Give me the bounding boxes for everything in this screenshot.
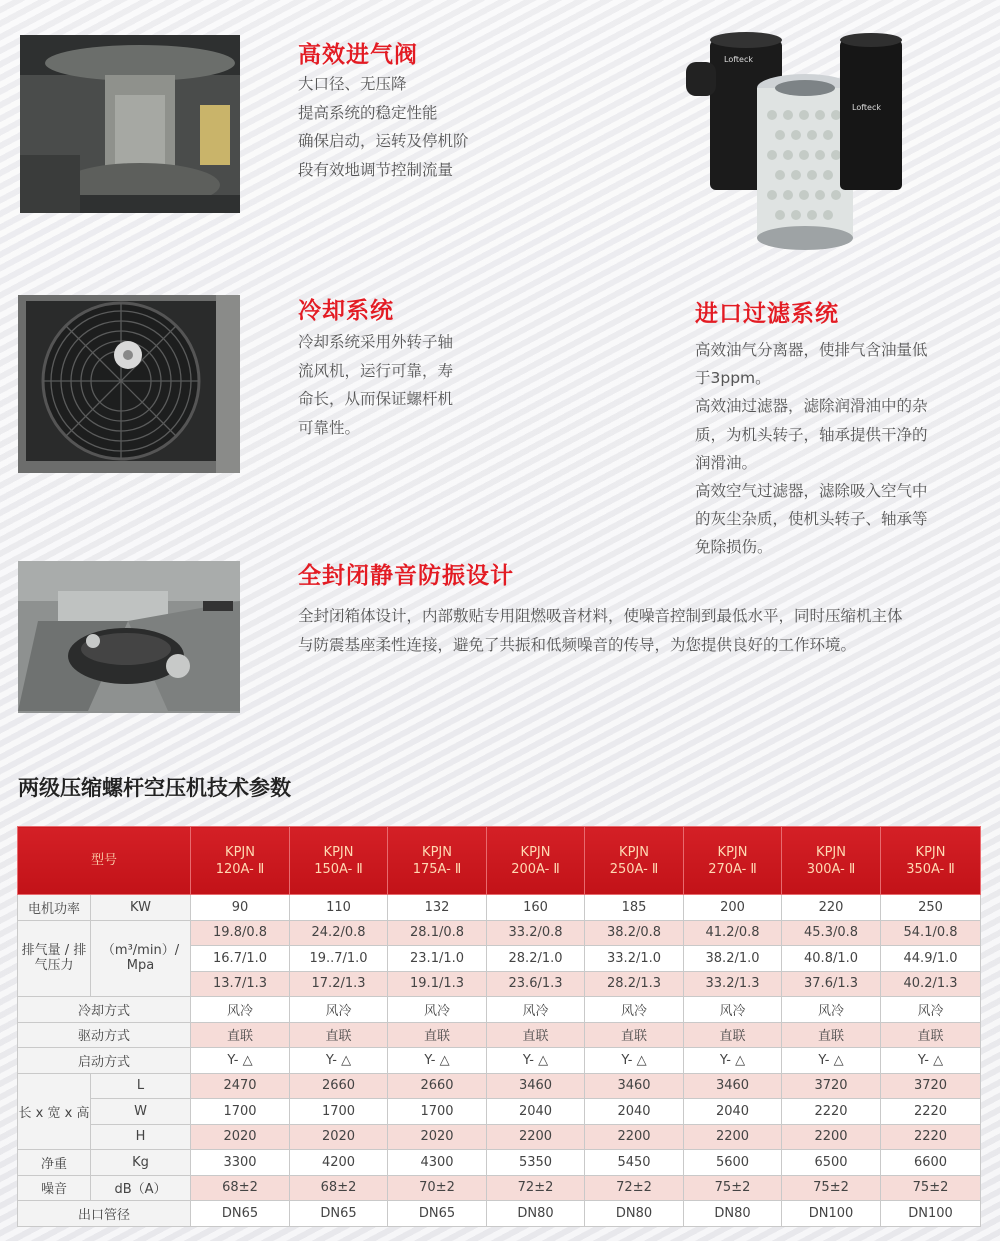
table-cell: 2660 <box>290 1073 388 1099</box>
text-line: 高效油过滤器，滤除润滑油中的杂 <box>695 397 928 416</box>
table-cell: 直联 <box>782 1022 881 1048</box>
model-code: 270A- Ⅱ <box>708 861 757 877</box>
table-cell: 直联 <box>487 1022 585 1048</box>
text-line: 全封闭箱体设计，内部敷贴专用阻燃吸音材料，使噪音控制到最低水平，同时压缩机主体 <box>298 607 903 625</box>
table-cell: DN80 <box>684 1201 782 1227</box>
model-series: KPJN <box>619 844 649 860</box>
row-label: 长 x 宽 x 高 <box>18 1073 91 1150</box>
model-header-cell <box>684 827 782 895</box>
table-cell: 2040 <box>487 1099 585 1125</box>
oil-filter-brand-label: Lofteck <box>852 103 881 112</box>
row-label: 排气量 / 排气压力 <box>18 920 91 997</box>
row-label: 电机功率 <box>18 895 91 921</box>
table-cell: 3720 <box>782 1073 881 1099</box>
model-code: 250A- Ⅱ <box>609 861 659 877</box>
table-cell: 28.1/0.8 <box>388 920 487 946</box>
table-cell: 风冷 <box>585 997 684 1023</box>
table-cell: 2040 <box>585 1099 684 1125</box>
cooling-system-text <box>298 328 453 442</box>
table-cell: 直联 <box>684 1022 782 1048</box>
table-cell: 68±2 <box>290 1175 388 1201</box>
table-cell: 风冷 <box>684 997 782 1023</box>
table-cell: 5450 <box>585 1150 684 1176</box>
model-code: 200A- Ⅱ <box>511 861 560 877</box>
table-cell: 17.2/1.3 <box>290 971 388 997</box>
table-cell: 44.9/1.0 <box>881 946 981 972</box>
table-cell: Y- △ <box>881 1048 981 1074</box>
table-cell: 直联 <box>290 1022 388 1048</box>
table-cell: 5350 <box>487 1150 585 1176</box>
model-header-cell <box>782 827 881 895</box>
intake-filter-title: 进口过滤系统 <box>695 301 839 327</box>
table-cell: 4300 <box>388 1150 487 1176</box>
table-cell: 220 <box>782 895 881 921</box>
model-series: KPJN <box>717 844 748 860</box>
table-cell: 风冷 <box>782 997 881 1023</box>
table-cell: 2660 <box>388 1073 487 1099</box>
row-label: 出口管径 <box>18 1201 191 1227</box>
table-cell: DN100 <box>881 1201 981 1227</box>
table-cell: 2040 <box>684 1099 782 1125</box>
silent-design-title: 全封闭静音防振设计 <box>298 563 514 589</box>
table-cell: 41.2/0.8 <box>684 920 782 946</box>
table-cell: DN65 <box>290 1201 388 1227</box>
table-cell: 6600 <box>881 1150 981 1176</box>
cooling-fan-photo <box>18 295 240 473</box>
table-cell: 1700 <box>191 1099 290 1125</box>
table-row-width <box>18 1099 981 1125</box>
text-line: 高效空气过滤器，滤除吸入空气中 <box>695 482 928 501</box>
table-cell: 风冷 <box>487 997 585 1023</box>
table-row-height <box>18 1124 981 1150</box>
table-cell: 54.1/0.8 <box>881 920 981 946</box>
table-cell: 2020 <box>290 1124 388 1150</box>
table-cell: 24.2/0.8 <box>290 920 388 946</box>
table-cell: 16.7/1.0 <box>191 946 290 972</box>
table-cell: 13.7/1.3 <box>191 971 290 997</box>
table-cell: 2200 <box>585 1124 684 1150</box>
table-row-length <box>18 1073 981 1099</box>
table-cell: 33.2/1.0 <box>585 946 684 972</box>
table-cell: 110 <box>290 895 388 921</box>
table-cell: 45.3/0.8 <box>782 920 881 946</box>
silent-design-text <box>298 602 903 659</box>
text-line: 冷却系统采用外转子轴 <box>298 333 454 351</box>
table-cell: 2200 <box>684 1124 782 1150</box>
table-cell: 2200 <box>487 1124 585 1150</box>
row-label: 冷却方式 <box>18 997 191 1023</box>
text-line: 的灰尘杂质，使机头转子、轴承等 <box>695 510 928 529</box>
table-cell: 3300 <box>191 1150 290 1176</box>
table-cell: 28.2/1.3 <box>585 971 684 997</box>
table-row-flow <box>18 920 981 946</box>
table-cell: 23.6/1.3 <box>487 971 585 997</box>
table-cell: DN80 <box>585 1201 684 1227</box>
table-cell: 33.2/1.3 <box>684 971 782 997</box>
model-code: 175A- Ⅱ <box>412 861 462 877</box>
text-line: 质，为机头转子，轴承提供干净的 <box>695 425 928 444</box>
table-cell: 75±2 <box>881 1175 981 1201</box>
row-label: 驱动方式 <box>18 1022 191 1048</box>
table-cell: Y- △ <box>290 1048 388 1074</box>
table-cell: 19.1/1.3 <box>388 971 487 997</box>
table-cell: 75±2 <box>684 1175 782 1201</box>
table-cell: 直联 <box>388 1022 487 1048</box>
table-row-drive <box>18 1022 981 1048</box>
table-cell: DN65 <box>191 1201 290 1227</box>
intake-valve-title: 高效进气阀 <box>298 42 418 68</box>
filter-brand-label: Lofteck <box>724 55 753 64</box>
table-cell: 风冷 <box>388 997 487 1023</box>
table-cell: 23.1/1.0 <box>388 946 487 972</box>
intake-valve-text <box>298 70 469 184</box>
table-cell: 3460 <box>585 1073 684 1099</box>
table-cell: 3460 <box>684 1073 782 1099</box>
model-header-cell <box>487 827 585 895</box>
table-cell: 72±2 <box>585 1175 684 1201</box>
table-cell: 40.2/1.3 <box>881 971 981 997</box>
text-line: 大口径、无压降 <box>298 75 407 93</box>
model-series: KPJN <box>915 844 946 860</box>
text-line: 于3ppm。 <box>695 369 771 388</box>
row-unit: （m³/min）/ Mpa <box>91 920 191 997</box>
table-cell: 19.8/0.8 <box>191 920 290 946</box>
table-cell: 2020 <box>388 1124 487 1150</box>
table-row-outlet <box>18 1201 981 1227</box>
table-cell: 2220 <box>782 1099 881 1125</box>
row-label: 噪音 <box>18 1175 91 1201</box>
table-cell: DN100 <box>782 1201 881 1227</box>
table-cell: 33.2/0.8 <box>487 920 585 946</box>
row-unit: W <box>91 1099 191 1125</box>
model-header: 型号 <box>18 827 191 895</box>
table-cell: 38.2/0.8 <box>585 920 684 946</box>
table-cell: Y- △ <box>585 1048 684 1074</box>
text-line: 确保启动，运转及停机阶 <box>298 132 469 150</box>
table-cell: 风冷 <box>290 997 388 1023</box>
table-cell: 19..7/1.0 <box>290 946 388 972</box>
row-unit: H <box>91 1124 191 1150</box>
table-cell: 1700 <box>388 1099 487 1125</box>
table-header-row <box>18 827 981 895</box>
table-cell: Y- △ <box>388 1048 487 1074</box>
table-cell: Y- △ <box>191 1048 290 1074</box>
table-cell: 6500 <box>782 1150 881 1176</box>
model-series: KPJN <box>225 844 255 860</box>
text-line: 与防震基座柔性连接，避免了共振和低频噪音的传导，为您提供良好的工作环境。 <box>298 635 857 654</box>
table-cell: DN80 <box>487 1201 585 1227</box>
spec-table-title: 两级压缩螺杆空压机技术参数 <box>18 776 291 800</box>
table-cell: 2020 <box>191 1124 290 1150</box>
table-cell: 2220 <box>881 1099 981 1125</box>
text-line: 流风机，运行可靠，寿 <box>298 361 454 380</box>
spec-table <box>17 826 981 1227</box>
text-line: 段有效地调节控制流量 <box>298 160 454 179</box>
table-cell: 2470 <box>191 1073 290 1099</box>
model-series: KPJN <box>323 844 354 860</box>
table-cell: 直联 <box>585 1022 684 1048</box>
model-header-cell <box>290 827 388 895</box>
table-cell: 1700 <box>290 1099 388 1125</box>
intake-filter-text <box>695 336 928 562</box>
model-header-cell <box>191 827 290 895</box>
table-row-weight <box>18 1150 981 1176</box>
filters-photo <box>680 20 920 280</box>
table-cell: 200 <box>684 895 782 921</box>
table-cell: 68±2 <box>191 1175 290 1201</box>
table-row-cooling <box>18 997 981 1023</box>
row-unit: dB（A） <box>91 1175 191 1201</box>
row-label: 净重 <box>18 1150 91 1176</box>
table-cell: 38.2/1.0 <box>684 946 782 972</box>
table-cell: 直联 <box>881 1022 981 1048</box>
table-cell: 132 <box>388 895 487 921</box>
text-line: 提高系统的稳定性能 <box>298 103 438 122</box>
table-cell: 风冷 <box>191 997 290 1023</box>
table-cell: 4200 <box>290 1150 388 1176</box>
row-unit: L <box>91 1073 191 1099</box>
table-cell: 160 <box>487 895 585 921</box>
cooling-system-title: 冷却系统 <box>298 298 394 324</box>
text-line: 可靠性。 <box>298 418 361 437</box>
row-unit: KW <box>91 895 191 921</box>
vibration-mount-photo <box>18 561 240 713</box>
table-cell: 直联 <box>191 1022 290 1048</box>
model-series: KPJN <box>520 844 551 860</box>
table-cell: 28.2/1.0 <box>487 946 585 972</box>
row-unit: Kg <box>91 1150 191 1176</box>
model-header-cell <box>388 827 487 895</box>
model-code: 150A- Ⅱ <box>314 861 363 877</box>
table-cell: Y- △ <box>487 1048 585 1074</box>
row-label: 启动方式 <box>18 1048 191 1074</box>
model-header-cell <box>585 827 684 895</box>
model-series: KPJN <box>816 844 846 860</box>
text-line: 命长，从而保证螺杆机 <box>298 390 454 408</box>
table-cell: Y- △ <box>782 1048 881 1074</box>
model-series: KPJN <box>422 844 452 860</box>
table-cell: DN65 <box>388 1201 487 1227</box>
table-row-start <box>18 1048 981 1074</box>
table-cell: 40.8/1.0 <box>782 946 881 972</box>
table-cell: 5600 <box>684 1150 782 1176</box>
model-header-cell <box>881 827 981 895</box>
model-code: 350A- Ⅱ <box>906 861 955 877</box>
model-code: 300A- Ⅱ <box>806 861 856 877</box>
table-cell: 250 <box>881 895 981 921</box>
table-row-power <box>18 895 981 921</box>
table-cell: 37.6/1.3 <box>782 971 881 997</box>
table-cell: 3460 <box>487 1073 585 1099</box>
intake-valve-photo <box>20 35 240 213</box>
table-cell: 72±2 <box>487 1175 585 1201</box>
text-line: 润滑油。 <box>695 453 758 472</box>
table-cell: 2200 <box>782 1124 881 1150</box>
table-cell: 75±2 <box>782 1175 881 1201</box>
text-line: 免除损伤。 <box>695 538 773 557</box>
table-cell: 90 <box>191 895 290 921</box>
table-cell: 3720 <box>881 1073 981 1099</box>
table-cell: Y- △ <box>684 1048 782 1074</box>
table-cell: 185 <box>585 895 684 921</box>
table-cell: 2220 <box>881 1124 981 1150</box>
model-code: 120A- Ⅱ <box>215 861 265 877</box>
text-line: 高效油气分离器，使排气含油量低 <box>695 341 928 359</box>
table-row-noise <box>18 1175 981 1201</box>
table-cell: 70±2 <box>388 1175 487 1201</box>
table-cell: 风冷 <box>881 997 981 1023</box>
